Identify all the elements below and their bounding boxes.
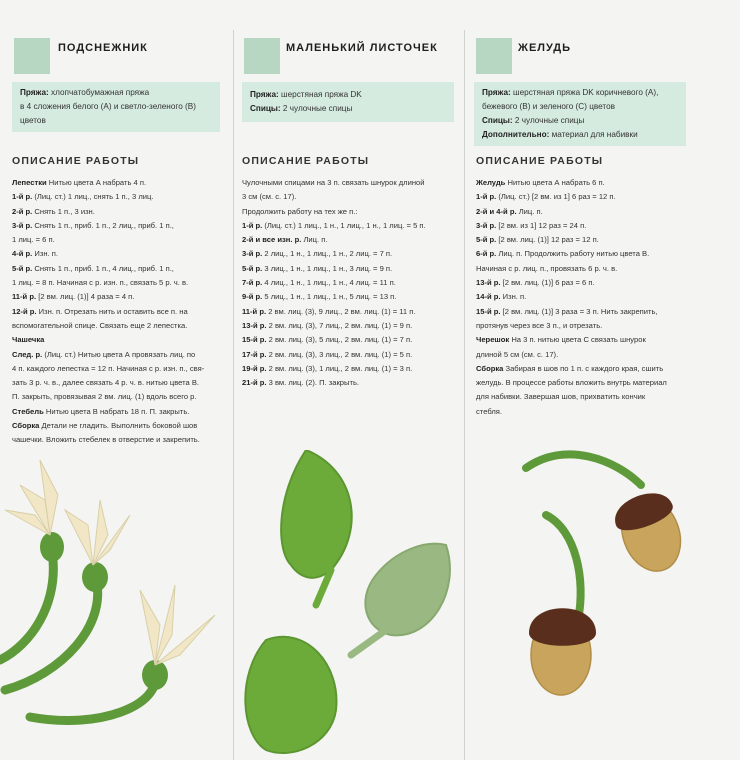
instruction-line — [476, 176, 726, 190]
instruction-label: 5-й р. — [12, 263, 33, 273]
instruction-line — [242, 205, 460, 219]
instruction-text: [2 вм. из 1] 12 раз = 24 п. — [496, 220, 587, 230]
instruction-label: 1-й р. — [476, 192, 497, 202]
instruction-line — [12, 405, 228, 419]
instruction-text: 5 лиц., 1 н., 1 лиц., 1 н., 5 лиц. = 13 п. — [262, 292, 397, 302]
instruction-text: 2 лиц., 1 н., 1 лиц., 1 н., 2 лиц. = 7 п. — [262, 249, 393, 259]
instruction-line — [476, 348, 726, 362]
instruction-line — [12, 262, 228, 276]
instruction-label: След. р. — [12, 349, 43, 359]
calyx — [82, 562, 108, 592]
instruction-label: 13-й р. — [242, 320, 267, 330]
instruction-line — [12, 176, 228, 190]
acorn-cap — [529, 608, 596, 646]
instruction-label: 1-й р. — [242, 220, 263, 230]
petal — [140, 590, 160, 665]
instruction-text: Чулочными спицами на 3 п. связать шнурок длиной — [242, 178, 425, 187]
instruction-label: 5-й р. — [242, 263, 263, 273]
extra-label: Дополнительно: — [482, 130, 550, 139]
instruction-label: 15-й р. — [476, 306, 501, 316]
instruction-text: П. закрыть, провязывая 2 вм. лиц. (1) вдоль всего р. — [12, 392, 197, 402]
instruction-label: Черешок — [476, 335, 510, 345]
instruction-text: 2 вм. лиц. (3), 3 лиц., 2 вм. лиц. (1) = 5 п. — [266, 349, 413, 359]
instruction-text: вспомогательной спице. Связать еще 2 лепестка. — [12, 320, 188, 330]
instruction-line — [12, 305, 228, 319]
instruction-line — [476, 190, 726, 204]
instruction-label: 15-й р. — [242, 335, 267, 345]
instruction-line — [12, 390, 228, 404]
instruction-line — [12, 419, 228, 433]
instruction-line — [476, 276, 726, 290]
snowdrop-instructions — [12, 176, 228, 448]
instruction-label: Сборка — [12, 421, 40, 431]
instruction-label: 9-й р. — [242, 292, 263, 302]
instruction-line — [476, 376, 726, 390]
acorn-section-title: ОПИСАНИЕ РАБОТЫ — [476, 155, 604, 167]
instruction-text: (Лиц. ст.) 1 лиц., 1 н., 1 лиц., 1 н., 1 лиц. = 5 п. — [262, 220, 426, 230]
acorn-title: ЖЕЛУДЬ — [518, 42, 572, 54]
acorn-stem — [546, 515, 581, 620]
instruction-line — [12, 205, 228, 219]
instruction-label: 2-й р. — [12, 206, 33, 216]
instruction-text: 1 лиц. = 8 п. Начиная с р. изн. п., связать 5 р. ч. в. — [12, 278, 189, 288]
instruction-label: Чашечка — [12, 335, 45, 345]
instruction-line — [476, 319, 726, 333]
instruction-text: стебля. — [476, 406, 502, 416]
instruction-text: Лиц. п. — [516, 206, 543, 216]
instruction-line — [12, 276, 228, 290]
instruction-line — [242, 290, 460, 304]
instruction-line — [242, 276, 460, 290]
yarn-value: шерстяная пряжа DK коричневого (А), — [510, 88, 659, 97]
instruction-label: 21-й р. — [242, 378, 267, 388]
instruction-line — [476, 405, 726, 419]
instruction-line — [476, 362, 726, 376]
instruction-text: 2 вм. лиц. (3), 5 лиц., 2 вм. лиц. (1) = 7 п. — [266, 335, 413, 345]
instruction-text: 3 лиц., 1 н., 1 лиц., 1 н., 3 лиц. = 9 п. — [262, 263, 393, 273]
instruction-line — [476, 233, 726, 247]
instruction-line — [242, 247, 460, 261]
instruction-text: Забирая в шов по 1 п. с каждого края, сшить — [503, 363, 664, 373]
yarn-value: шерстяная пряжа DK — [278, 90, 362, 99]
instruction-text: 3 см (см. с. 17). — [242, 192, 297, 202]
instruction-label: 13-й р. — [476, 278, 501, 288]
instruction-text: На 3 п. нитью цвета С связать шнурок — [509, 335, 646, 345]
instruction-line — [476, 333, 726, 347]
instruction-line — [476, 247, 726, 261]
snowdrop-photo — [0, 455, 232, 760]
instruction-line — [12, 319, 228, 333]
stem — [0, 550, 53, 660]
instruction-text: 4 п. каждого лепестка = 12 п. Начиная с р. изн. п., свя- — [12, 363, 205, 373]
leaves-photo — [236, 450, 462, 760]
instruction-text: Продолжить работу на тех же п.: — [242, 206, 358, 216]
instruction-label: 5-й р. — [476, 235, 497, 245]
instruction-text: Нитью цвета В набрать 18 п. П. закрыть. — [43, 406, 190, 416]
section-color-square — [244, 38, 280, 74]
instruction-line — [476, 390, 726, 404]
instruction-line — [12, 362, 228, 376]
needles-value: 2 чулочные спицы — [512, 116, 585, 125]
section-color-square — [476, 38, 512, 74]
needles-label: Спицы: — [482, 116, 513, 125]
instruction-label: 4-й р. — [12, 249, 33, 259]
instruction-label: 3-й р. — [12, 220, 33, 230]
instruction-label: 3-й р. — [242, 249, 263, 259]
instruction-label: 7-й р. — [242, 278, 263, 288]
instruction-line — [12, 333, 228, 347]
yarn-line: в 4 сложения белого (А) и светло-зеленого (В) — [20, 102, 196, 111]
instruction-text: протянув через все 3 п., и отрезать. — [476, 320, 603, 330]
section-color-square — [14, 38, 50, 74]
instruction-line — [476, 305, 726, 319]
instruction-text: [2 вм. лиц. (1)] 6 раз = 6 п. — [500, 278, 595, 288]
instruction-label: 3-й р. — [476, 220, 497, 230]
instruction-label: 11-й р. — [12, 292, 37, 302]
yarn-label: Пряжа: — [250, 90, 279, 99]
instruction-text: [2 вм. лиц. (1)] 12 раз = 12 п. — [496, 235, 599, 245]
instruction-line — [476, 290, 726, 304]
instruction-label: 12-й р. — [12, 306, 37, 316]
yarn-label: Пряжа: — [20, 88, 49, 97]
instruction-line — [242, 376, 460, 390]
instruction-line — [12, 190, 228, 204]
instruction-line — [12, 247, 228, 261]
leaf-section-title: ОПИСАНИЕ РАБОТЫ — [242, 155, 370, 167]
instruction-text: Снять 1 п., 3 изн. — [32, 206, 95, 216]
yarn-label: Пряжа: — [482, 88, 511, 97]
instruction-text: Детали не гладить. Выполнить боковой шов — [39, 421, 198, 431]
leaf-bright — [245, 637, 336, 753]
instruction-text: длиной 5 см (см. с. 17). — [476, 349, 559, 359]
snowdrop-title: ПОДСНЕЖНИК — [58, 42, 148, 54]
instruction-text: 4 лиц., 1 н., 1 лиц., 1 н., 4 лиц. = 11 п. — [262, 278, 396, 288]
yarn-value-cont: бежевого (В) и зеленого (С) цветов — [482, 102, 615, 111]
instruction-text: Нитью цвета А набрать 4 п. — [46, 178, 147, 187]
acorn-yarn-box — [474, 82, 686, 146]
instruction-label: Желудь — [476, 178, 506, 187]
instruction-line — [242, 333, 460, 347]
instruction-text: 2 вм. лиц. (3), 1 лиц., 2 вм. лиц. (1) = 3 п. — [266, 363, 413, 373]
instruction-label: 14-й р. — [476, 292, 501, 302]
instruction-line — [12, 290, 228, 304]
petal — [65, 510, 93, 565]
acorn-stem — [526, 454, 641, 485]
column-divider — [464, 30, 465, 760]
instruction-text: 3 вм. лиц. (2). П. закрыть. — [266, 378, 360, 388]
instruction-line — [242, 233, 460, 247]
yarn-line: хлопчатобумажная пряжа — [48, 88, 150, 97]
instruction-label: Стебель — [12, 406, 44, 416]
instruction-text: зать 3 р. ч. в., далее связать 4 р. ч. в. нитью цвета В. — [12, 378, 200, 388]
instruction-text: (Лиц. ст.) Нитью цвета А провязать лиц. по — [42, 349, 196, 359]
instruction-line — [476, 262, 726, 276]
instruction-line — [12, 233, 228, 247]
calyx — [40, 532, 64, 562]
instruction-line — [476, 219, 726, 233]
snowdrop-yarn-box — [12, 82, 220, 132]
instruction-label: 17-й р. — [242, 349, 267, 359]
instruction-text: чашечки. Вложить стебелек в отверстие и закрепить. — [12, 435, 200, 445]
extra-value: материал для набивки — [549, 130, 638, 139]
acorn-instructions — [476, 176, 726, 419]
instruction-text: Изн. п. Отрезать нить и оставить все п. на — [36, 306, 188, 316]
instruction-label: 2-й и все изн. р. — [242, 235, 302, 245]
instruction-line — [242, 362, 460, 376]
acorns-photo — [466, 440, 740, 760]
instruction-label: 1-й р. — [12, 192, 33, 202]
instruction-text: (Лиц. ст.) [2 вм. из 1] 6 раз = 12 п. — [496, 192, 616, 202]
instruction-line — [242, 305, 460, 319]
instruction-line — [242, 176, 460, 190]
instruction-text: желудь. В процессе работы вложить внутрь материал — [476, 378, 667, 388]
leaf-title: МАЛЕНЬКИЙ ЛИСТОЧЕК — [286, 42, 438, 54]
stem — [30, 675, 155, 721]
instruction-text: Лиц. п. — [301, 235, 328, 245]
instruction-label: 19-й р. — [242, 363, 267, 373]
instruction-text: [2 вм. лиц. (1)] 3 раза = 3 п. Нить закрепить, — [500, 306, 658, 316]
instruction-text: Снять 1 п., приб. 1 п., 4 лиц., приб. 1 п., — [32, 263, 174, 273]
instruction-label: 6-й р. — [476, 249, 497, 259]
instruction-label: Сборка — [476, 363, 504, 373]
instruction-text: Начиная с р. лиц. п., провязать 6 р. ч. в. — [476, 263, 618, 273]
instruction-line — [242, 219, 460, 233]
leaf-bright — [281, 450, 352, 578]
instruction-line — [12, 433, 228, 447]
instruction-text: 1 лиц. = 6 п. — [12, 235, 55, 245]
instruction-line — [12, 219, 228, 233]
leaf-yarn-box — [242, 82, 454, 122]
instruction-line — [242, 190, 460, 204]
instruction-text: 2 вм. лиц. (3), 7 лиц., 2 вм. лиц. (1) = 9 п. — [266, 320, 413, 330]
instruction-text: Нитью цвета А набрать 6 п. — [505, 178, 605, 187]
snowdrop-section-title: ОПИСАНИЕ РАБОТЫ — [12, 155, 140, 167]
needles-value: 2 чулочные спицы — [280, 104, 353, 113]
leaf-stem — [351, 630, 386, 655]
instruction-text: Лиц. п. Продолжить работу нитью цвета В. — [496, 249, 650, 259]
instruction-line — [242, 348, 460, 362]
instruction-label: Лепестки — [12, 178, 47, 187]
needles-label: Спицы: — [250, 104, 281, 113]
instruction-line — [242, 262, 460, 276]
instruction-line — [476, 205, 726, 219]
instruction-line — [242, 319, 460, 333]
leaf-instructions — [242, 176, 460, 390]
instruction-text: (Лиц. ст.) 1 лиц., снять 1 п., 3 лиц. — [32, 192, 154, 202]
leaf-pale — [365, 544, 450, 636]
instruction-line — [12, 376, 228, 390]
instruction-text: Изн. п. — [32, 249, 58, 259]
instruction-text: Изн. п. — [500, 292, 527, 302]
yarn-line: цветов — [20, 116, 46, 125]
instruction-text: 2 вм. лиц. (3), 9 лиц., 2 вм. лиц. (1) = 11 п. — [266, 306, 416, 316]
instruction-label: 11-й р. — [242, 306, 267, 316]
instruction-text: для набивки. Завершая шов, прихватить кончик — [476, 392, 646, 402]
instruction-text: [2 вм. лиц. (1)] 4 раза = 4 п. — [36, 292, 135, 302]
instruction-text: Снять 1 п., приб. 1 п., 2 лиц., приб. 1 п., — [32, 220, 174, 230]
instruction-label: 2-й и 4-й р. — [476, 206, 517, 216]
instruction-line — [12, 348, 228, 362]
